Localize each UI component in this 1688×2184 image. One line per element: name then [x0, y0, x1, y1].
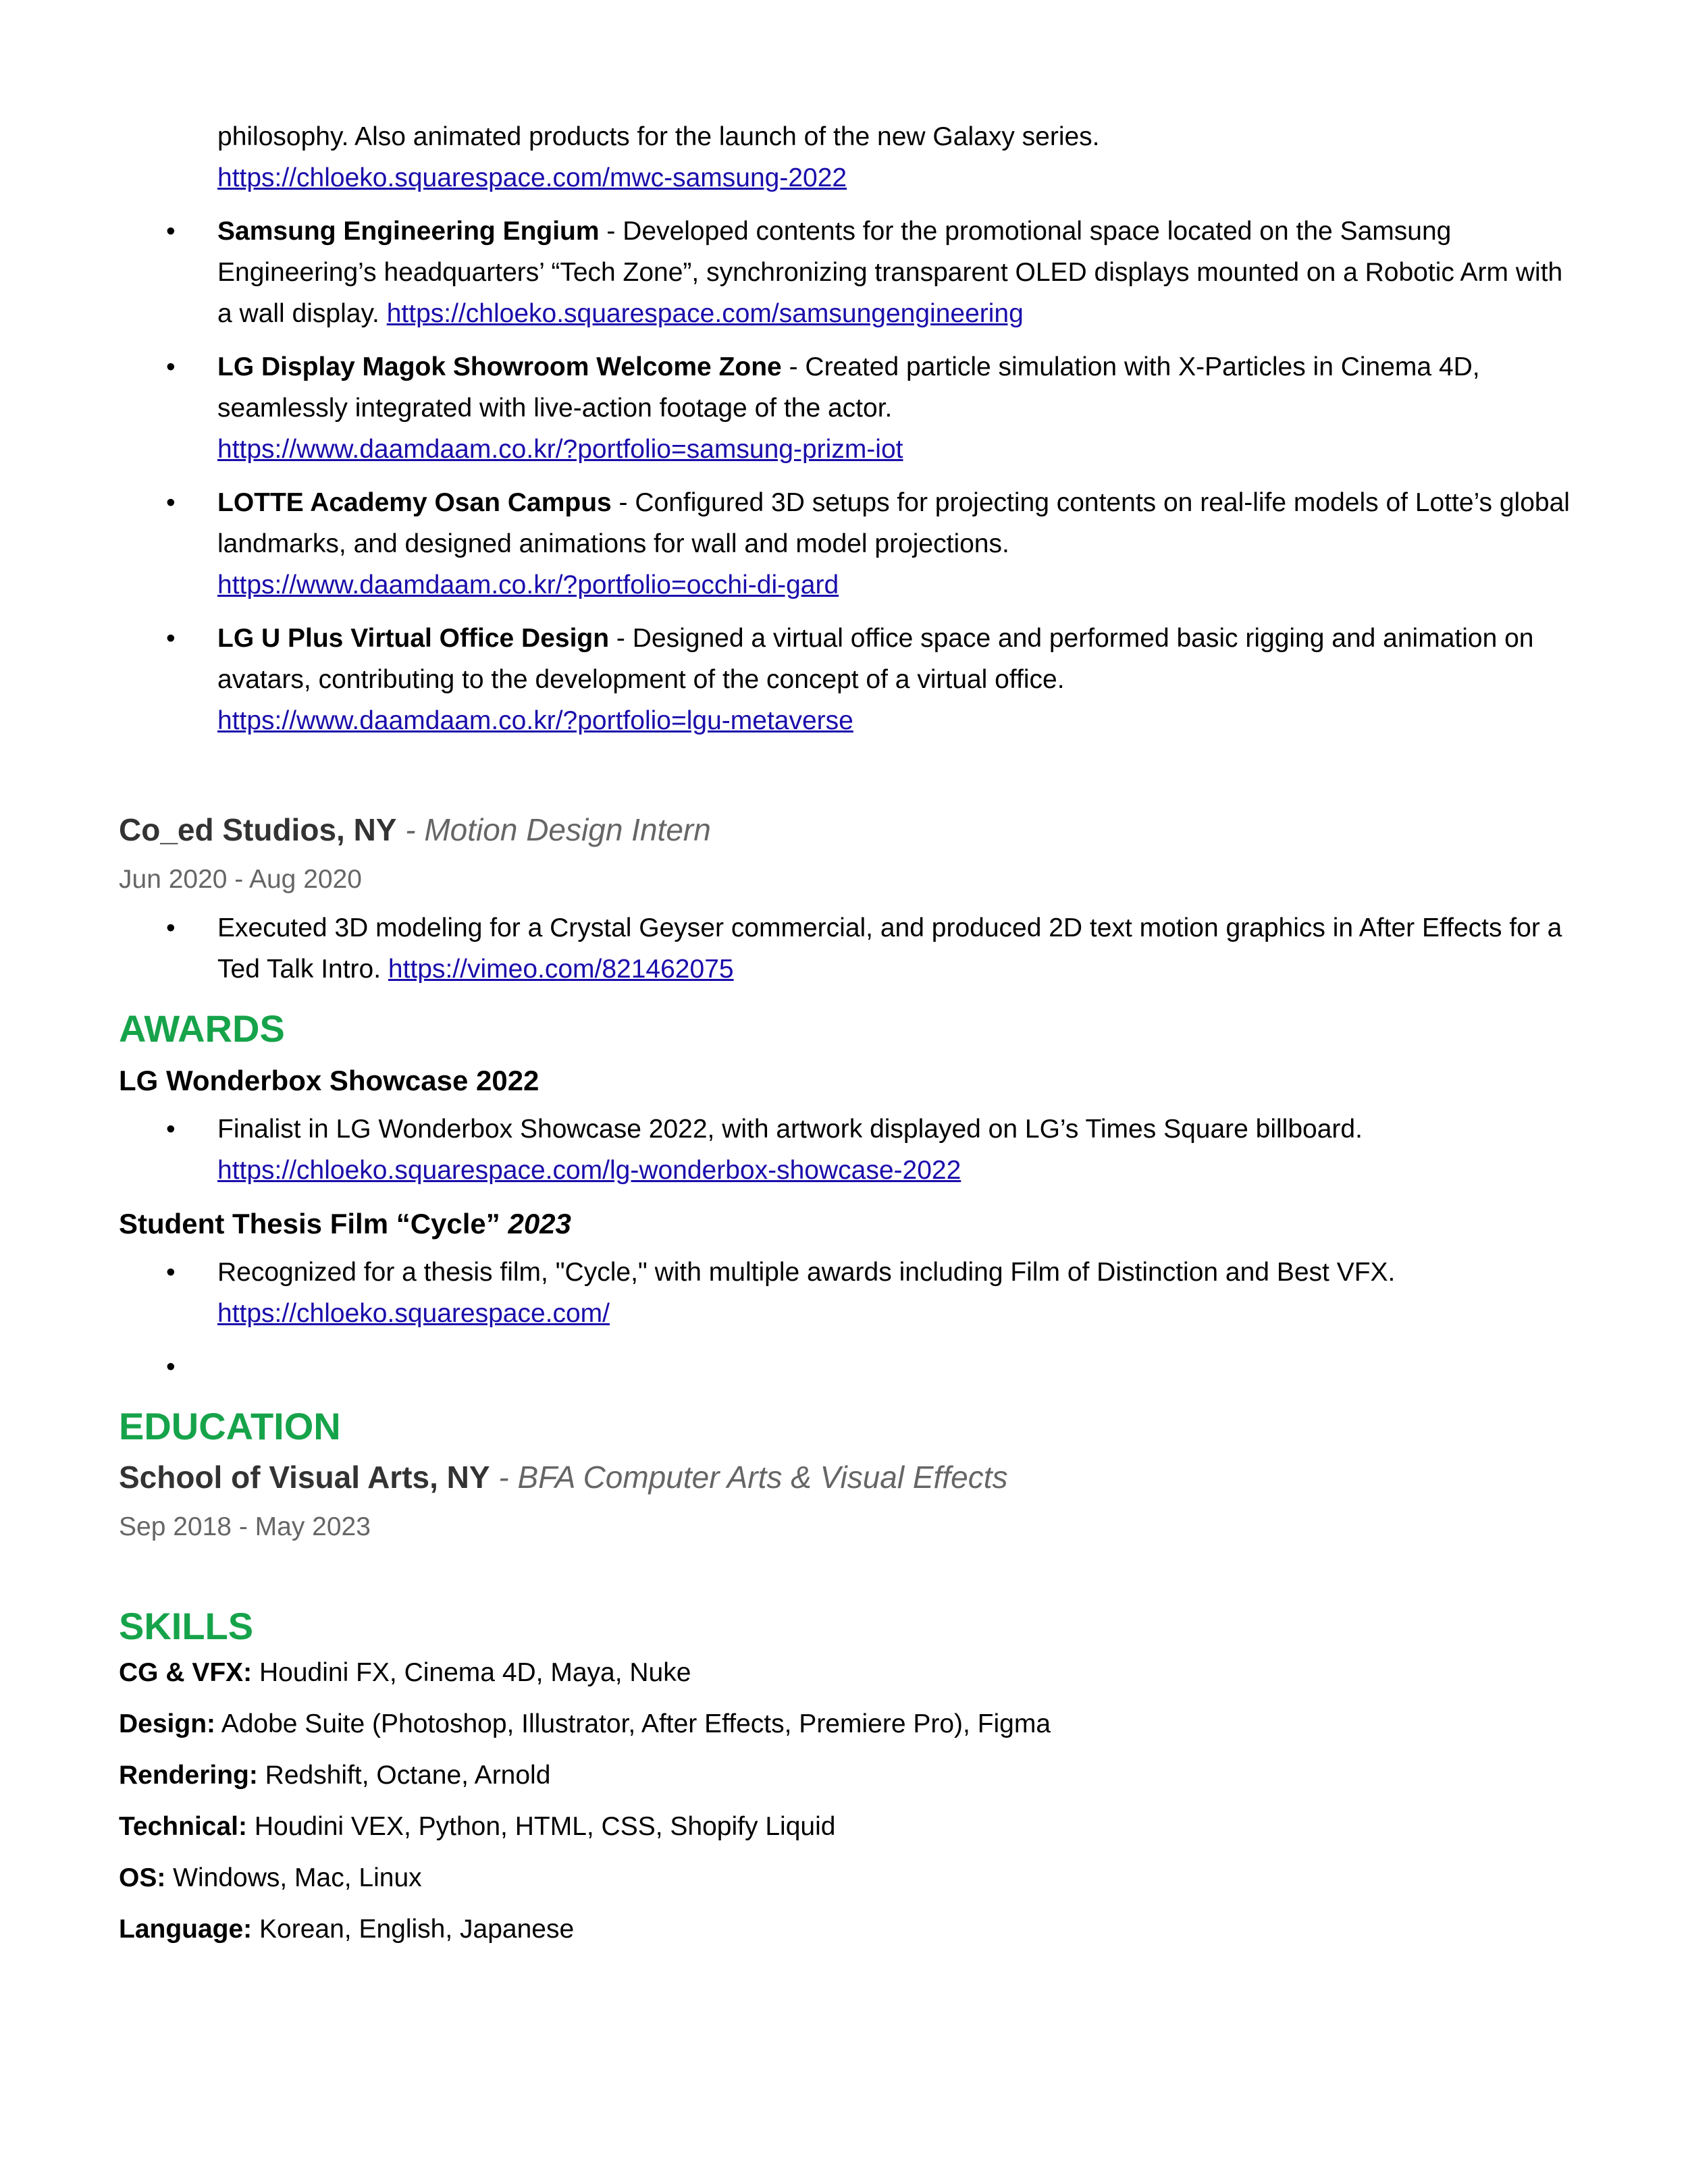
- project-link[interactable]: https://www.daamdaam.co.kr/?portfolio=occhi-di-gard: [217, 570, 839, 600]
- project-link[interactable]: https://www.daamdaam.co.kr/?portfolio=samsung-prizm-iot: [217, 435, 903, 464]
- bullet-icon: •: [166, 1258, 176, 1287]
- skill-label: Design:: [119, 1709, 216, 1738]
- continuation-text: philosophy. Also animated products for the launch of the new Galaxy series.: [217, 122, 1100, 151]
- award-link[interactable]: https://chloeko.squarespace.com/lg-wonderbox-showcase-2022: [217, 1156, 961, 1185]
- education-dates: Sep 2018 - May 2023: [119, 1512, 371, 1541]
- skill-row: [119, 1756, 1577, 1795]
- project-title: LG U Plus Virtual Office Design: [217, 624, 610, 653]
- project-link[interactable]: https://www.daamdaam.co.kr/?portfolio=lgu-metaverse: [217, 706, 853, 735]
- awards-heading: AWARDS: [119, 1007, 285, 1050]
- project-description: - Developed contents for the promotional space located on the Samsung Engineering’s headquarters’ “Tech Zone”, synchronizing transparent OLED displays mounted on a Robotic Arm with a wall display.: [217, 217, 1563, 328]
- skill-value: Adobe Suite (Photoshop, Illustrator, After Effects, Premiere Pro), Figma: [215, 1709, 1051, 1738]
- project-link[interactable]: https://chloeko.squarespace.com/samsungengineering: [386, 299, 1024, 328]
- internship-title: [119, 806, 1577, 853]
- spacer: [119, 753, 1577, 806]
- skill-row: [119, 1910, 1577, 1949]
- skill-label: Technical:: [119, 1812, 247, 1841]
- skills-heading: SKILLS: [119, 1605, 254, 1647]
- internship-org: Co_ed Studios, NY: [119, 812, 397, 847]
- skill-label: Rendering:: [119, 1761, 258, 1790]
- skill-row: [119, 1859, 1577, 1898]
- list-item: [119, 1252, 1577, 1334]
- project-description: - Designed a virtual office space and performed basic rigging and animation on avatars, contributing to the development of the concept of a virtual office.: [217, 624, 1534, 694]
- spacer: [119, 1555, 1577, 1599]
- skill-row: [119, 1653, 1577, 1693]
- award-text: Finalist in LG Wonderbox Showcase 2022, with artwork displayed on LG’s Times Square billboard.: [217, 1115, 1363, 1144]
- award-title: [119, 1060, 1577, 1102]
- bullet-icon: •: [166, 1352, 176, 1381]
- education-heading: EDUCATION: [119, 1405, 341, 1447]
- education-school: School of Visual Arts, NY: [119, 1460, 490, 1495]
- bullet-icon: •: [166, 217, 176, 246]
- skill-value: Korean, English, Japanese: [252, 1915, 575, 1944]
- experience-project-list: [119, 211, 1577, 741]
- award-title-text: LG Wonderbox Showcase 2022: [119, 1065, 539, 1096]
- skill-row: [119, 1807, 1577, 1846]
- project-title: LOTTE Academy Osan Campus: [217, 488, 612, 517]
- project-title: Samsung Engineering Engium: [217, 217, 600, 246]
- award-text: Recognized for a thesis film, "Cycle," with multiple awards including Film of Distinction and Best VFX.: [217, 1258, 1396, 1287]
- bullet-icon: •: [166, 488, 176, 517]
- bullet-icon: •: [166, 1115, 176, 1144]
- list-item: [119, 211, 1577, 334]
- internship-bullets: [119, 907, 1577, 990]
- list-item: [119, 346, 1577, 470]
- mwc-samsung-link[interactable]: https://chloeko.squarespace.com/mwc-samsung-2022: [217, 163, 847, 192]
- bullet-icon: •: [166, 352, 176, 381]
- skill-value: Windows, Mac, Linux: [165, 1863, 422, 1892]
- project-title: LG Display Magok Showroom Welcome Zone: [217, 352, 782, 381]
- list-item: [119, 907, 1577, 990]
- skill-label: Language:: [119, 1915, 253, 1944]
- education-title: [119, 1454, 1577, 1501]
- internship-dates: Jun 2020 - Aug 2020: [119, 865, 362, 894]
- skill-value: Houdini FX, Cinema 4D, Maya, Nuke: [252, 1658, 691, 1687]
- skill-label: CG & VFX:: [119, 1658, 253, 1687]
- award-bullets: [119, 1252, 1577, 1387]
- education-degree: - BFA Computer Arts & Visual Effects: [490, 1460, 1008, 1495]
- vimeo-link[interactable]: https://vimeo.com/821462075: [388, 955, 734, 984]
- award-year: 2023: [508, 1208, 571, 1240]
- award-title-text: Student Thesis Film “Cycle”: [119, 1208, 508, 1240]
- award-link[interactable]: https://chloeko.squarespace.com/: [217, 1299, 610, 1328]
- list-item: [119, 1109, 1577, 1191]
- skill-value: Redshift, Octane, Arnold: [257, 1761, 551, 1790]
- list-item: [119, 482, 1577, 606]
- internship-bullet-text: Executed 3D modeling for a Crystal Geyser commercial, and produced 2D text motion graphics in After Effects for a Ted Talk Intro.: [217, 913, 1562, 984]
- experience-continuation: [119, 116, 1577, 198]
- project-description: - Created particle simulation with X-Particles in Cinema 4D, seamlessly integrated with live-action footage of the actor.: [217, 352, 1480, 423]
- resume-content: [119, 116, 1577, 1961]
- project-description: - Configured 3D setups for projecting contents on real-life models of Lotte’s global landmarks, and designed animations for wall and model projections.: [217, 488, 1570, 558]
- list-item: [119, 618, 1577, 741]
- skill-label: OS:: [119, 1863, 166, 1892]
- award-title: [119, 1203, 1577, 1245]
- bullet-icon: •: [166, 624, 176, 653]
- skill-value: Houdini VEX, Python, HTML, CSS, Shopify Liquid: [247, 1812, 836, 1841]
- bullet-icon: •: [166, 913, 176, 942]
- list-item: [119, 1346, 1577, 1387]
- award-bullets: [119, 1109, 1577, 1191]
- internship-role: - Motion Design Intern: [396, 812, 711, 847]
- skill-row: [119, 1705, 1577, 1744]
